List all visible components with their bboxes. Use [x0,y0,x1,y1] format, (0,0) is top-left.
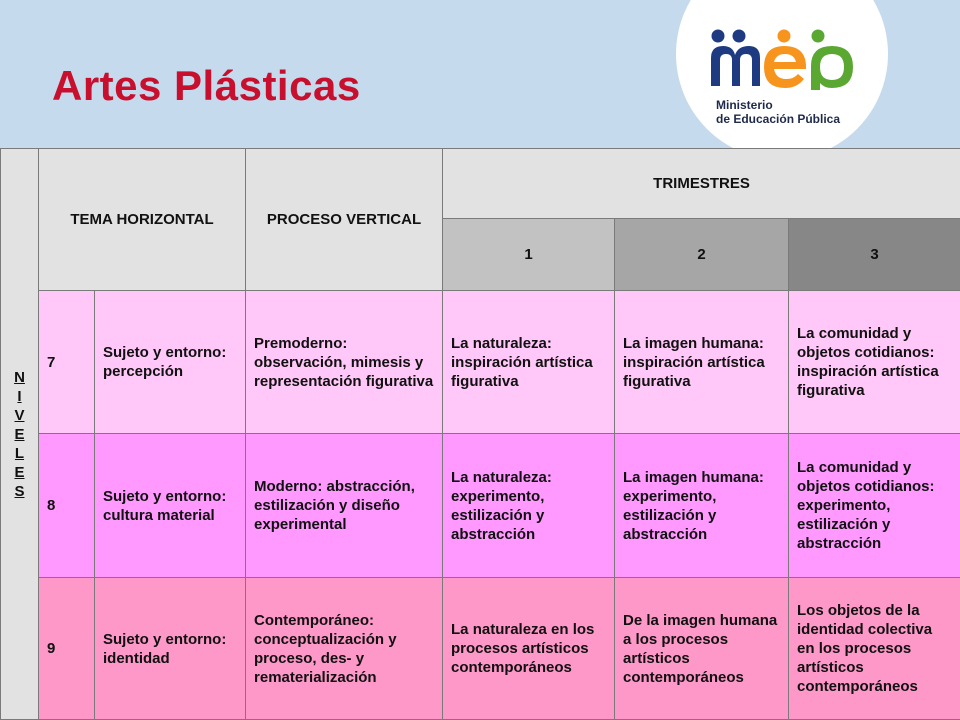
niveles-letter: E [14,463,25,481]
tema-header [39,149,246,291]
table-row [1,434,960,578]
page-title: Artes Plásticas [52,62,361,109]
tema-cell: Sujeto y entorno: identidad [95,578,246,720]
tema-header-label: TEMA HORIZONTAL [70,211,214,228]
trimestre-1-cell: La naturaleza en los procesos artísticos contemporáneos [443,578,615,720]
proceso-header-label: PROCESO VERTICAL [266,211,422,228]
logo-text-ministerio: Ministerio [716,98,773,112]
tema-cell: Sujeto y entorno: percepción [95,291,246,434]
trimestres-header: TRIMESTRES [443,149,960,219]
trimestre-3-cell: Los objetos de la identidad colectiva en los procesos artísticos contemporáneos [789,578,960,720]
niveles-letter: I [17,387,22,405]
table-row [1,578,960,720]
trimestre-2-cell: La imagen humana: inspiración artística figurativa [615,291,789,434]
proceso-cell: Moderno: abstracción, estilización y diseño experimental [246,434,443,578]
proceso-header [246,149,443,291]
nivel-cell: 8 [39,434,95,578]
niveles-header [1,149,39,720]
proceso-cell: Contemporáneo: conceptualización y proceso, des- y rematerialización [246,578,443,720]
trimestre-2-cell: La imagen humana: experimento, estilización y abstracción [615,434,789,578]
proceso-cell: Premoderno: observación, mimesis y representación figurativa [246,291,443,434]
trimestre-1-cell: La naturaleza: inspiración artística figurativa [443,291,615,434]
curriculum-table [0,148,960,720]
niveles-letter: V [14,406,25,424]
tema-cell: Sujeto y entorno: cultura material [95,434,246,578]
niveles-letter: S [14,482,25,500]
trimestre-3-header: 3 [789,219,960,291]
trimestre-1-header: 1 [443,219,615,291]
trimestre-3-cell: La comunidad y objetos cotidianos: experimento, estilización y abstracción [789,434,960,578]
trimestre-3-cell: La comunidad y objetos cotidianos: inspiración artística figurativa [789,291,960,434]
mep-logo [708,28,858,90]
nivel-cell: 7 [39,291,95,434]
trimestre-1-cell: La naturaleza: experimento, estilización y abstracción [443,434,615,578]
trimestre-2-header: 2 [615,219,789,291]
trimestre-2-cell: De la imagen humana a los procesos artísticos contemporáneos [615,578,789,720]
table-row [1,291,960,434]
niveles-letter: E [14,425,25,443]
niveles-letter: L [14,444,25,462]
nivel-cell: 9 [39,578,95,720]
logo-text-educacion: de Educación Pública [716,112,841,126]
niveles-letter: N [14,368,25,386]
